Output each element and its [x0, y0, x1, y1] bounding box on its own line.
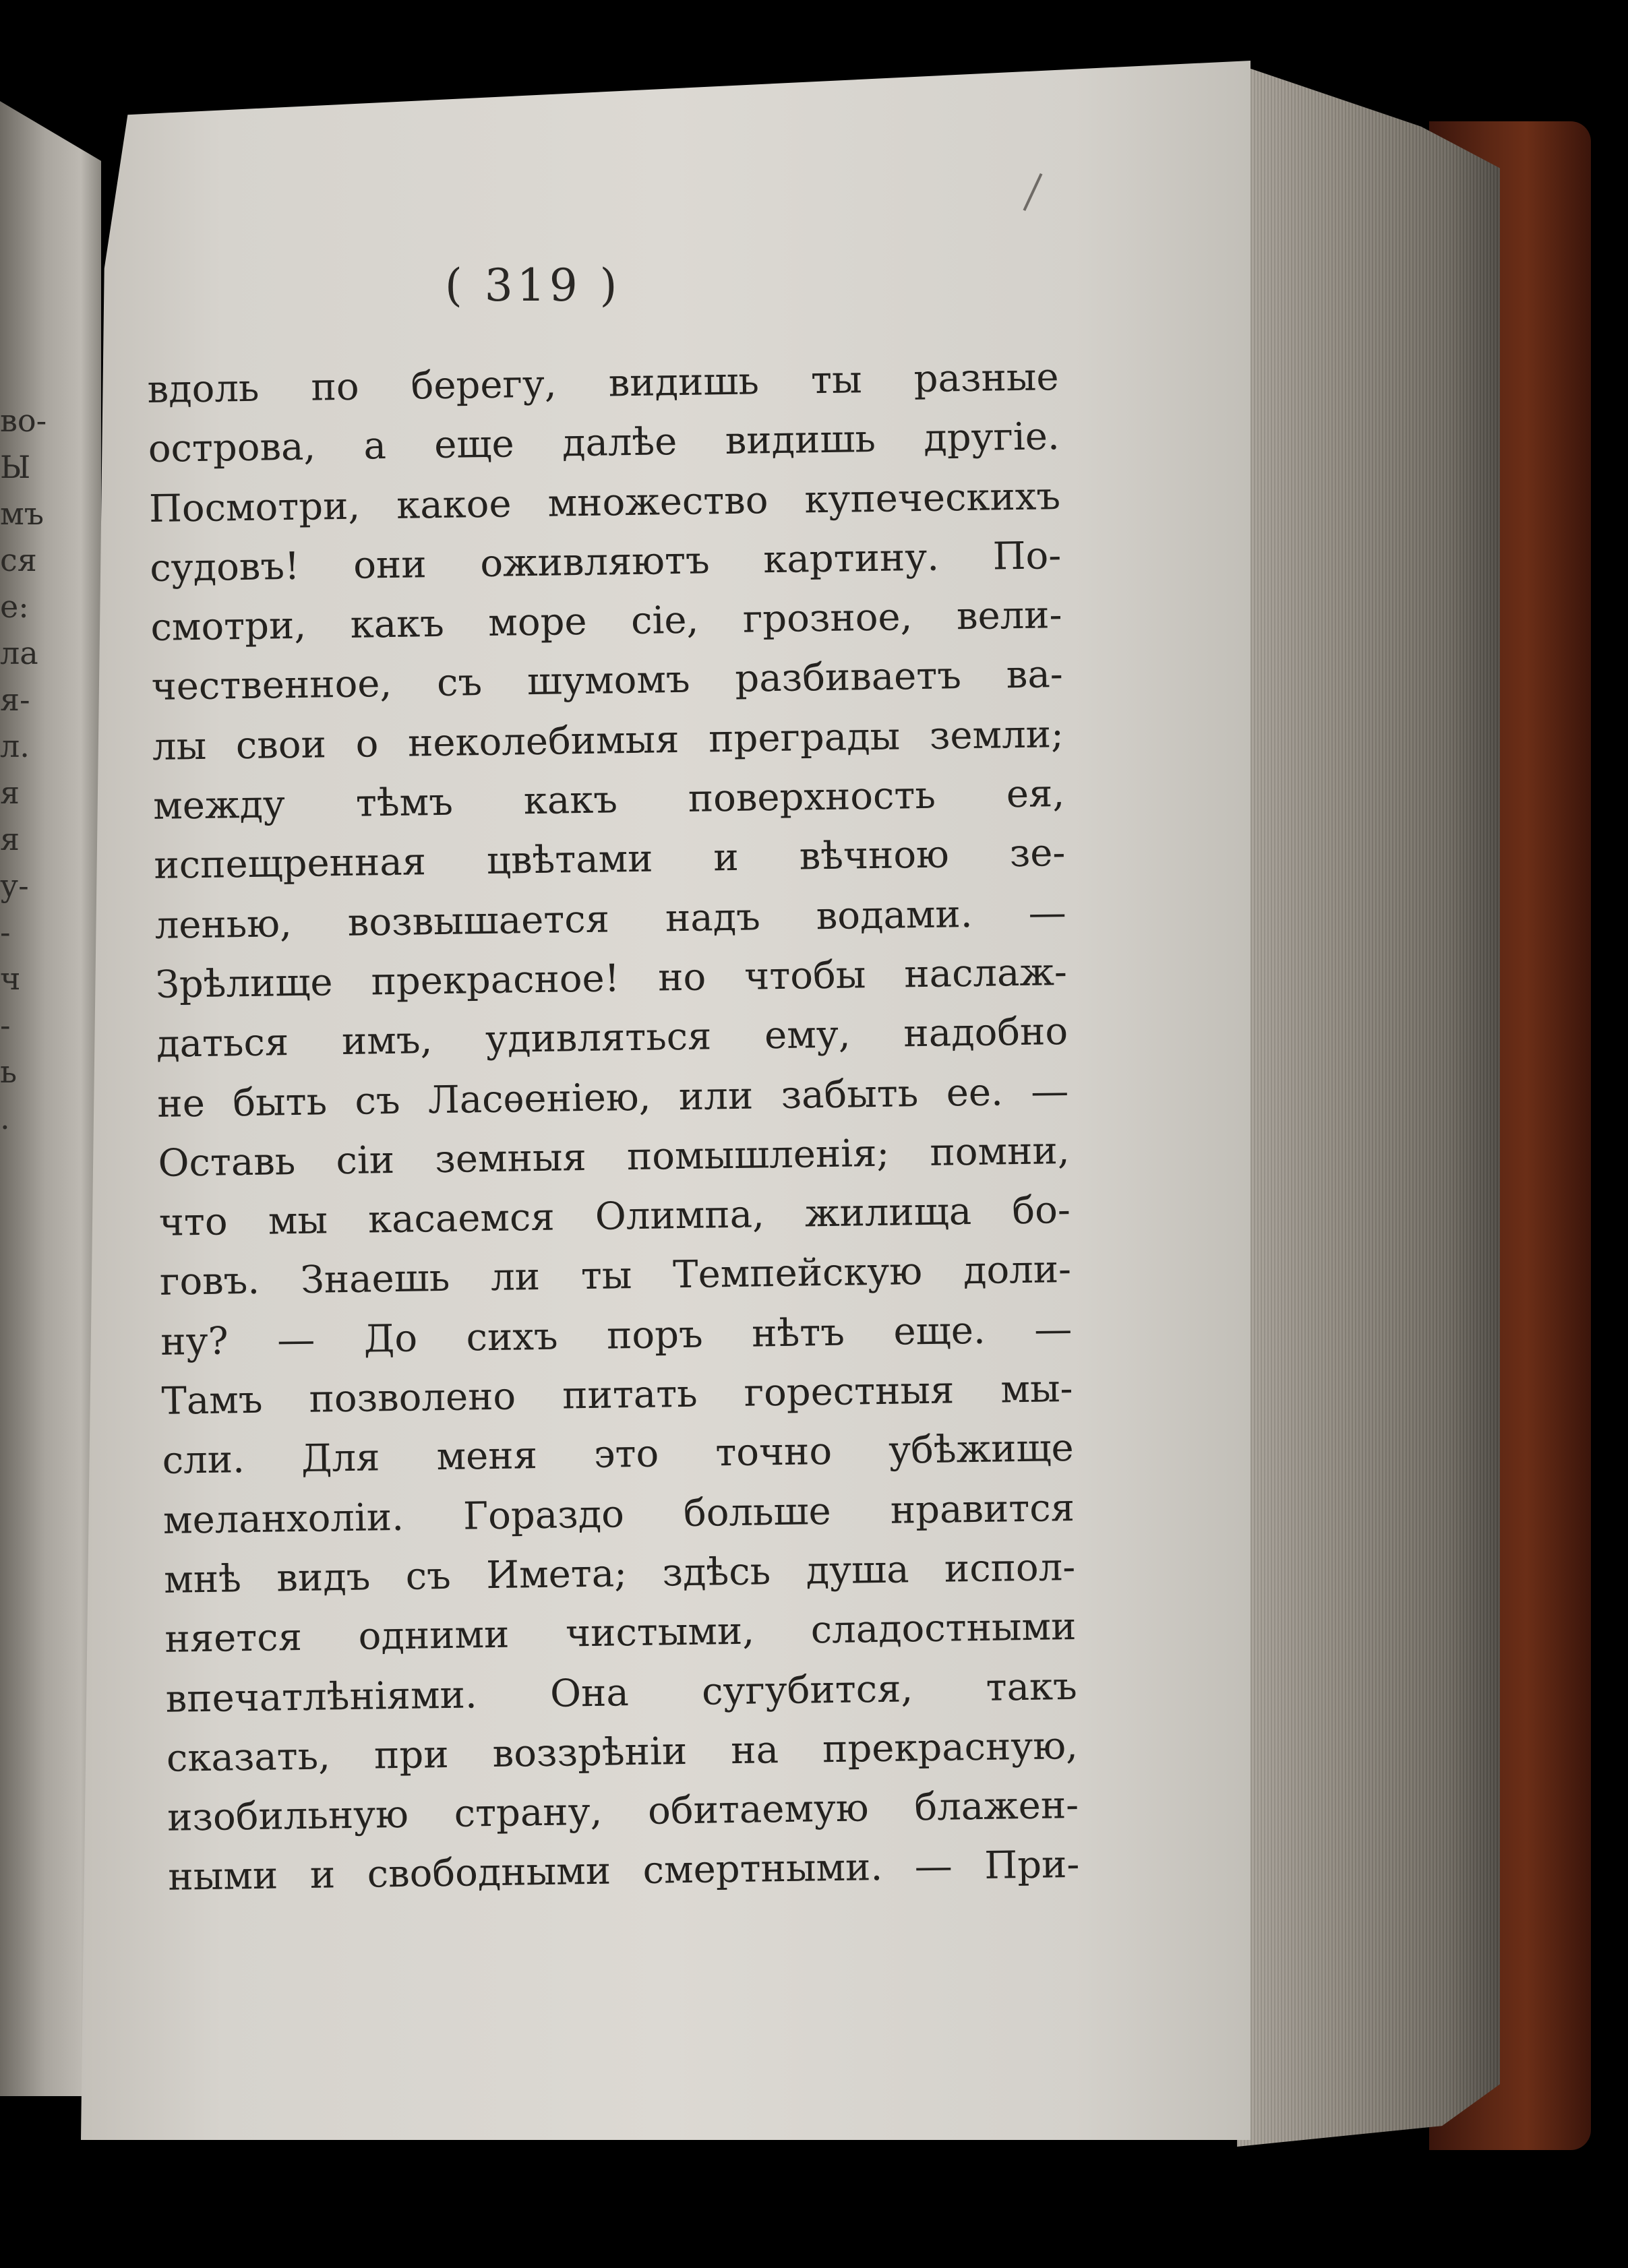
page-text	[147, 348, 1080, 1907]
left-page-fragment: е:	[0, 588, 29, 625]
text-line: вдоль по берегу, видишь ты разные	[147, 355, 1059, 412]
text-line: мнѣ видъ съ Имета; здѣсь душа испол-	[163, 1545, 1076, 1602]
left-page-fragment: л.	[0, 728, 30, 764]
left-page-fragment: ь	[0, 1053, 18, 1090]
text-line: судовъ! они оживляютъ картину. По-	[149, 533, 1062, 590]
text-line: ленью, возвышается надъ водами. —	[154, 890, 1067, 948]
text-line: ными и свободными смертными. — При-	[167, 1843, 1080, 1900]
left-page-fragment: ла	[0, 635, 38, 671]
text-line: изобильную страну, обитаемую блажен-	[167, 1783, 1079, 1840]
text-line: между тѣмъ какъ поверхность ея,	[152, 772, 1065, 829]
text-line: испещренная цвѣтами и вѣчною зе-	[154, 831, 1066, 888]
text-line: что мы касаемся Олимпа, жилища бо-	[158, 1188, 1071, 1246]
left-page-fragment: .	[0, 1100, 10, 1136]
left-page-fragment: мъ	[0, 495, 44, 532]
text-line: острова, а еще далѣе видишь другіе.	[148, 415, 1060, 472]
left-page-fragment: -	[0, 1007, 11, 1043]
text-line: говъ. Знаешь ли ты Темпейскую доли-	[159, 1248, 1072, 1305]
text-line: сли. Для меня это точно убѣжище	[162, 1426, 1075, 1483]
left-page-fragment: ч	[0, 960, 21, 997]
left-page-fragment: у-	[0, 867, 29, 904]
text-line: чественное, съ шумомъ разбиваетъ ва-	[151, 652, 1064, 710]
left-page-fragment: -	[0, 914, 11, 950]
left-page-fragment: я-	[0, 681, 30, 718]
text-line: ну? — До сихъ поръ нѣтъ еще. —	[160, 1307, 1073, 1364]
text-line: даться имъ, удивляться ему, надобно	[156, 1010, 1068, 1067]
page-number: ( 319 )	[445, 259, 622, 311]
left-page-fragment: во-	[0, 402, 47, 439]
text-line: меланхоліи. Гораздо больше нравится	[162, 1485, 1075, 1543]
text-line: Зрѣлище прекрасное! но чтобы наслаж-	[155, 950, 1068, 1007]
text-line: не быть съ Ласѳеніею, или забыть ее. —	[156, 1069, 1069, 1126]
text-line: смотри, какъ море сіе, грозное, вели-	[150, 593, 1062, 650]
text-line: лы свои о неколебимыя преграды земли;	[152, 712, 1064, 769]
left-page-fragment: я	[0, 821, 20, 857]
left-page-fragment: я	[0, 774, 20, 811]
text-line: Тамъ позволено питать горестныя мы-	[161, 1367, 1073, 1423]
text-line: няется одними чистыми, сладостными	[164, 1605, 1077, 1662]
text-line: впечатлѣніями. Она сугубится, такъ	[165, 1664, 1078, 1721]
left-page-fragment: ся	[0, 542, 37, 578]
left-page-text	[0, 398, 74, 1142]
text-line: сказать, при воззрѣніи на прекрасную,	[166, 1723, 1079, 1781]
page-edges	[1237, 64, 1500, 2147]
text-line: Оставь сіи земныя помышленія; помни,	[158, 1128, 1070, 1186]
left-page-fragment: Ы	[0, 449, 31, 485]
text-line: Посмотри, какое множество купеческихъ	[148, 474, 1061, 531]
